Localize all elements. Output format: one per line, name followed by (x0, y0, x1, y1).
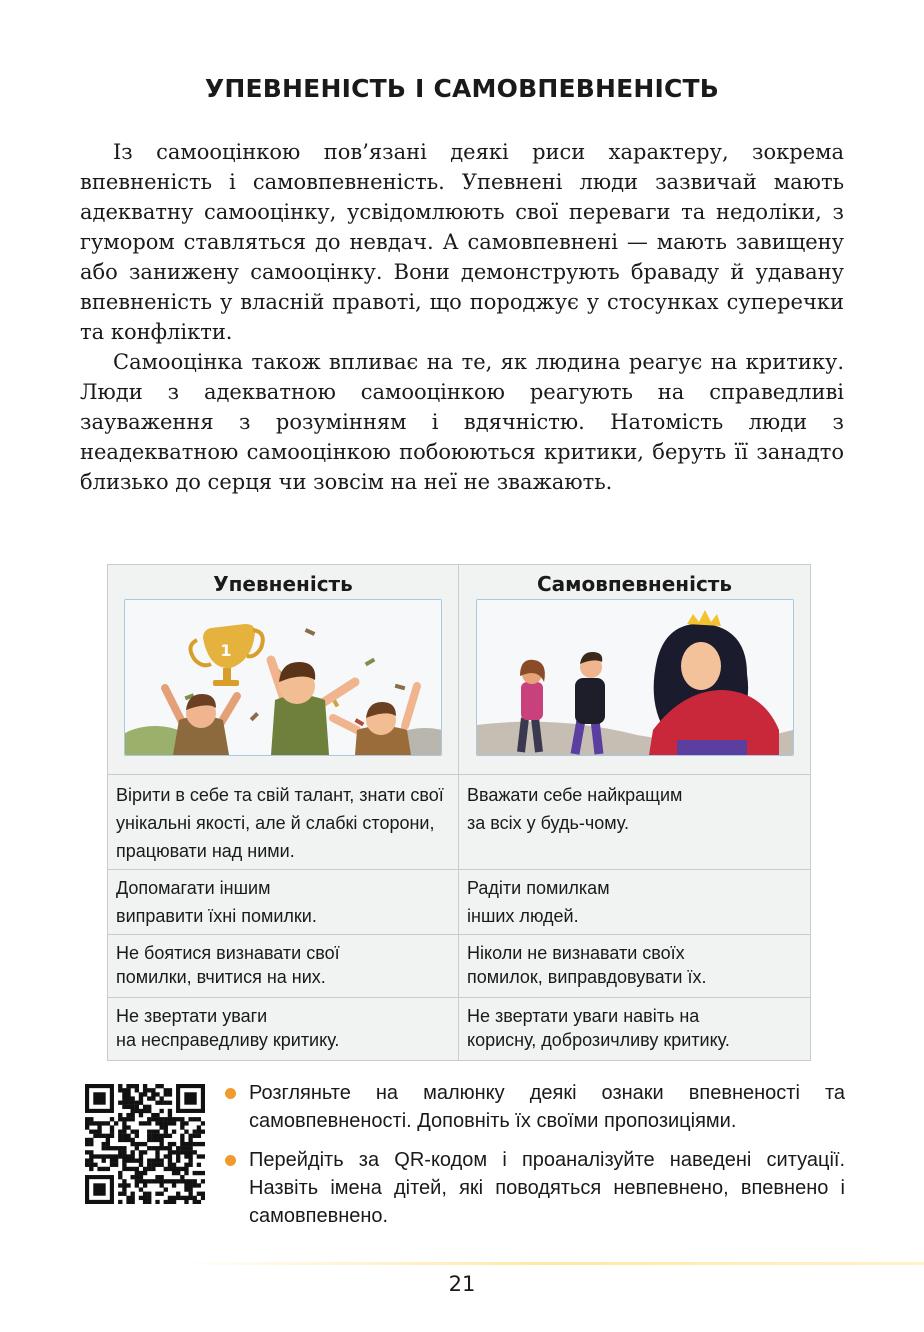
table-cell: Вважати себе найкращим за всіх у будь-чому. (459, 775, 811, 870)
table-cell: Вірити в себе та свій талант, знати свої унікальні якості, але й слабкі сторони, працювати над ними. (108, 775, 459, 870)
confidence-illustration (124, 599, 442, 756)
header-confidence (108, 565, 459, 775)
bullet-dot-icon (225, 1088, 236, 1099)
task-text: Розгляньте на малюнку деякі ознаки впевненості та самовпевненості. Доповніть їх своїми пропозиціями. (249, 1082, 845, 1132)
table-cell: Не звертати уваги навіть на корисну, доброзичливу критику. (459, 998, 811, 1061)
table-cell: Не звертати уваги на несправедливу критику. (108, 998, 459, 1061)
table-row (108, 998, 811, 1061)
body-text (80, 137, 844, 497)
footer-divider (170, 1262, 924, 1265)
comparison-table (107, 564, 811, 1061)
table-cell: Не боятися визнавати свої помилки, вчитися на них. (108, 935, 459, 998)
qr-code-graphic (85, 1084, 205, 1204)
table-cell: Ніколи не визнавати своїх помилок, виправдовувати їх. (459, 935, 811, 998)
table-row (108, 935, 811, 998)
table-row (108, 775, 811, 870)
paragraph-1: Із самооцінкою пов’язані деякі риси характеру, зокрема впевненість і самовпевненість. Упевнені люди зазвичай мають адекватну самооцінку, усвідомлюють свої переваги та недоліки, з гумором ставляться до невдач. А самовпевнені — мають завищену або занижену самооцінку. Вони демонструють браваду й удавану впевненість у власній правоті, що породжує у стосунках суперечки та конфлікти. (80, 140, 844, 344)
task-text: Перейдіть за QR-кодом і проаналізуйте наведені ситуації. Назвіть імена дітей, які поводяться невпевнено, впевнено і самовпевнено. (249, 1149, 845, 1227)
header-overconfidence (459, 565, 811, 775)
crowned-girl-illustration (477, 600, 793, 755)
header-confidence-label: Упевненість (213, 572, 353, 596)
bullet-dot-icon (225, 1155, 236, 1166)
task-list (225, 1079, 845, 1241)
trophy-number: 1 (220, 641, 232, 660)
list-item (225, 1079, 845, 1135)
page-title: УПЕВНЕНІСТЬ І САМОВПЕВНЕНІСТЬ (204, 74, 720, 103)
table-cell: Допомагати іншим виправити їхні помилки. (108, 870, 459, 935)
table-header-row (108, 565, 811, 775)
qr-code-icon[interactable] (85, 1084, 205, 1204)
list-item (225, 1146, 845, 1230)
table-row (108, 870, 811, 935)
overconfidence-illustration (476, 599, 794, 756)
paragraph-2: Самооцінка також впливає на те, як людина реагує на критику. Люди з адекватною самооцінкою реагують на справедливі зауваження з розумінням і вдячністю. Натомість люди з неадекватною самооцінкою побоюються критики, беруть її занадто близько до серця чи зовсім на неї не зважають. (80, 350, 844, 494)
page-number: 21 (448, 1272, 476, 1296)
header-overconfidence-label: Самовпевненість (536, 572, 733, 596)
celebrating-kids-illustration (125, 600, 441, 755)
table-cell: Радіти помилкам інших людей. (459, 870, 811, 935)
